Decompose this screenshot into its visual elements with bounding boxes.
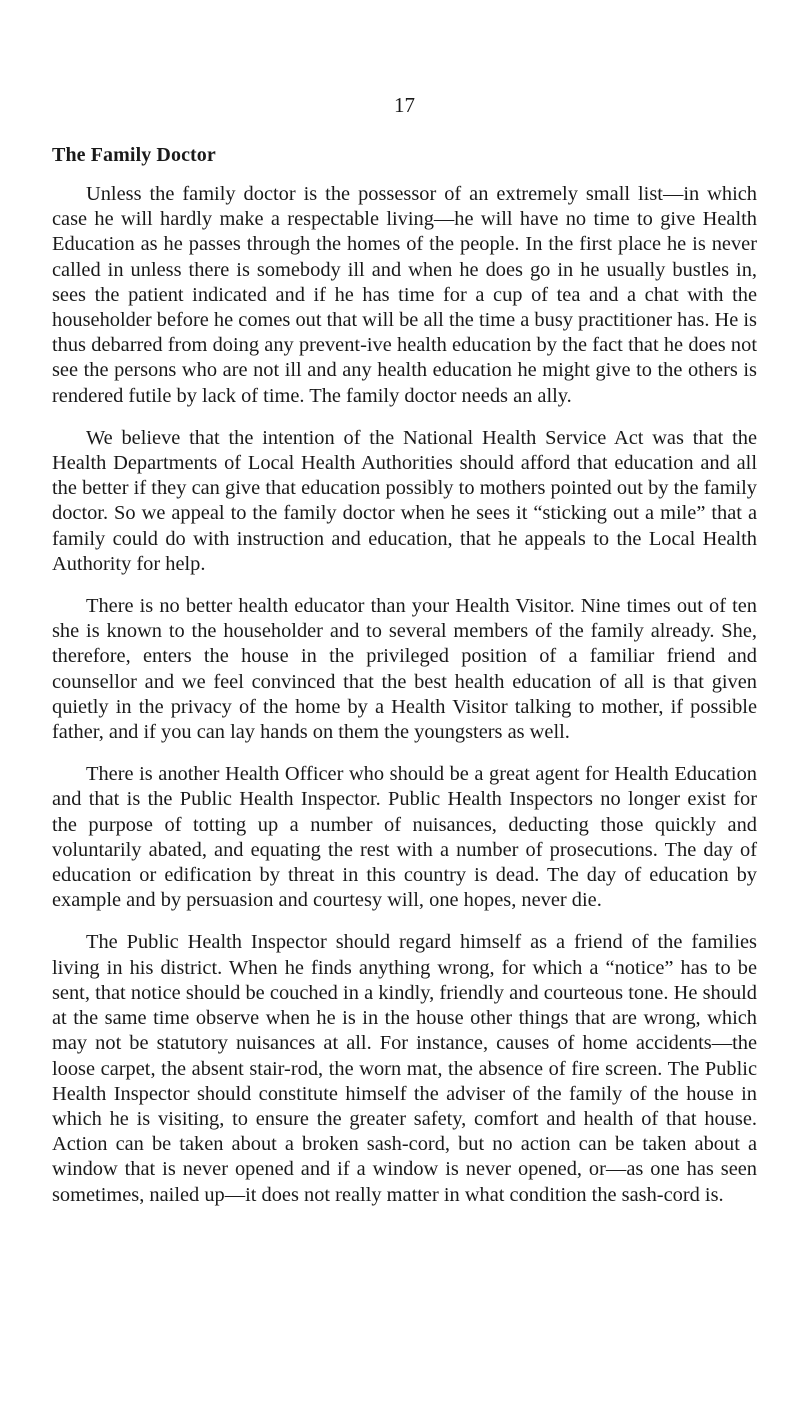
paragraph-3: There is no better health educator than your Health Visitor. Nine times out of ten she is known to the householder and to several members of the family already. She, therefore, enters the house in the privileged position of a familiar friend and counsellor and we feel convinced that the best health education of all is that given quietly in the privacy of the home by a Health Visitor talking to mother, if possible father, and if you can lay hands on them the youngsters as well. — [52, 595, 757, 744]
page-number: 17 — [394, 93, 415, 117]
paragraph-2: We believe that the intention of the National Health Service Act was that the Health Departments of Local Health Authorities should afford that education and all the better if they can give that education possibly to mothers pointed out by the family doctor. So we appeal to the family doctor when he sees it “sticking out a mile” that a family could do with instruction and education, that he appeals to the Local Health Authority for help. — [52, 426, 757, 575]
section-heading: The Family Doctor — [52, 144, 216, 166]
paragraph-4: There is another Health Officer who should be a great agent for Health Education and that is the Public Health Inspector. Public Health Inspectors no longer exist for the purpose of totting up a number of nuisances, deducting those quickly and voluntarily abated, and equating the rest with a number of prosecutions. The day of education or edification by threat in this country is dead. The day of education by example and by persuasion and courtesy will, one hopes, never die. — [52, 763, 757, 912]
paragraph-5: The Public Health Inspector should regard himself as a friend of the families living in his district. When he finds anything wrong, for which a “notice” has to be sent, that notice should be couched in a kindly, friendly and courteous tone. He should at the same time observe when he is in the house other things that are wrong, which may not be statutory nuisances at all. For instance, causes of home accidents—the loose carpet, the absent stair-rod, the worn mat, the absence of fire screen. The Public Health Inspector should constitute himself the adviser of the family of the house in which he is visiting, to ensure the greater safety, comfort and health of that house. Action can be taken about a broken sash-cord, but no action can be taken about a window that is never opened and if a window is never opened, or—as one has seen sometimes, nailed up—it does not really matter in what condition the sash-cord is. — [52, 931, 757, 1206]
paragraph-1: Unless the family doctor is the possessor of an extremely small list—in which case he will hardly make a respectable living—he will have no time to give Health Education as he passes through the homes of the people. In the first place he is never called in unless there is somebody ill and when he does go in he usually bustles in, sees the patient indicated and if he has time for a cup of tea and a chat with the householder before he comes out that will be all the time a busy practitioner has. He is thus debarred from doing any prevent-ive health education by the fact that he does not see the persons who are not ill and any health education he might give to the others is rendered futile by lack of time. The family doctor needs an ally. — [52, 183, 757, 407]
